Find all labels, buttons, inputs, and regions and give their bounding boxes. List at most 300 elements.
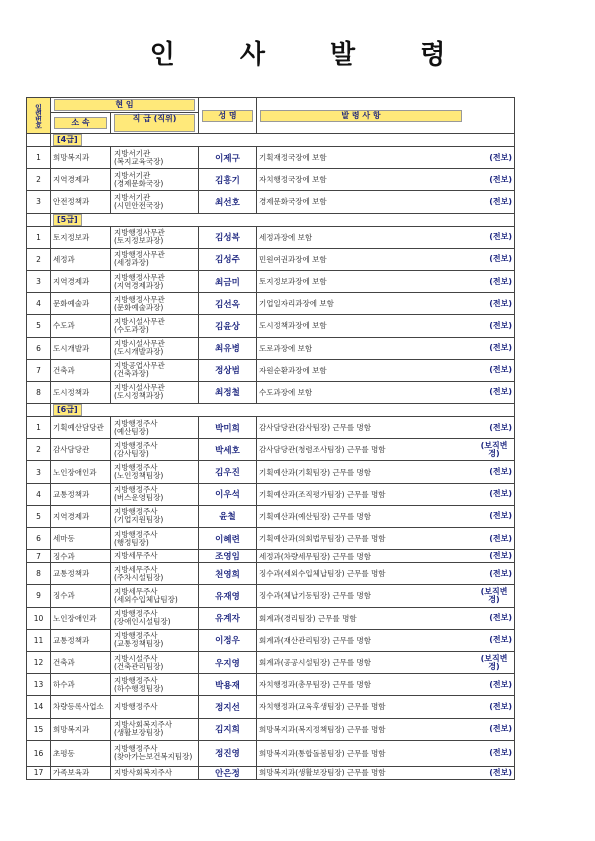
- employee-name: 유계자: [199, 607, 257, 629]
- order-text: 토지정보과장에 보함: [259, 277, 327, 287]
- position: (감사팀장): [114, 448, 149, 458]
- serial-number: 15: [27, 718, 51, 740]
- position: (행정팀장): [114, 537, 149, 547]
- order-cell: [257, 337, 515, 359]
- rank-position: [111, 461, 199, 483]
- rank-position: [111, 147, 199, 169]
- status-badge: (전보): [489, 701, 512, 711]
- rank-position: [111, 226, 199, 248]
- status-badge: (전보): [489, 489, 512, 499]
- serial-number: 11: [27, 629, 51, 651]
- serial-number: 7: [27, 359, 51, 381]
- rank: 지방행정주사: [114, 744, 158, 754]
- table-row: [27, 439, 515, 461]
- table-row: [27, 417, 515, 439]
- serial-number: 10: [27, 607, 51, 629]
- order-text: 감사담당관(청렴조사팀장) 근무를 명함: [259, 445, 386, 455]
- employee-name: 천영희: [199, 563, 257, 585]
- order-text: 회계과(경리팀장) 근무를 명함: [259, 613, 357, 623]
- employee-name: 김성복: [199, 226, 257, 248]
- serial-number: 5: [27, 505, 51, 527]
- rank: 지방행정주사: [114, 609, 158, 619]
- status-badge: (보직변경): [480, 653, 508, 671]
- header-dept: 소 속: [51, 113, 111, 134]
- table-row: [27, 191, 515, 213]
- serial-number: 14: [27, 696, 51, 718]
- employee-name: 박세호: [199, 439, 257, 461]
- table-header: [27, 98, 515, 134]
- table-row: [27, 147, 515, 169]
- department: 문화예술과: [51, 293, 111, 315]
- position: (세외수입체납팀장): [114, 594, 178, 604]
- order-wrap: [259, 767, 512, 778]
- table-row: [27, 766, 515, 779]
- order-cell: [257, 270, 515, 292]
- status-badge: (전보): [489, 320, 512, 330]
- rank-position: [111, 505, 199, 527]
- order-cell: [257, 191, 515, 213]
- order-cell: [257, 629, 515, 651]
- rank: 지방행정주사: [114, 440, 158, 450]
- position: (생활보장팀장): [114, 728, 164, 738]
- status-badge: (전보): [489, 511, 512, 521]
- rank: 지방시설사무관: [114, 383, 165, 393]
- position: (교통정책팀장): [114, 639, 164, 649]
- document-title: 인 사 발 령: [149, 40, 474, 70]
- rank: 지방서기관: [114, 170, 151, 180]
- order-text: 희망복지과(생활보장팀장) 근무를 명함: [259, 768, 386, 778]
- position: (도시개발과장): [114, 347, 164, 357]
- position: (토지정보과장): [114, 236, 164, 246]
- serial-number: 16: [27, 740, 51, 766]
- section-row: [27, 134, 515, 147]
- serial-number: 8: [27, 381, 51, 403]
- header-serial-number: 일련번호: [27, 98, 51, 134]
- table-row: [27, 740, 515, 766]
- department: 희망복지과: [51, 147, 111, 169]
- department: 지역경제과: [51, 505, 111, 527]
- employee-name: 이혜련: [199, 528, 257, 550]
- position: (지역경제과장): [114, 280, 164, 290]
- table-row: [27, 381, 515, 403]
- department: 교통정책과: [51, 629, 111, 651]
- rank-position: [111, 439, 199, 461]
- order-text: 기획예산과(조직평가팀장) 근무를 명함: [259, 489, 386, 499]
- order-text: 감사담당관(감사팀장) 근무를 명함: [259, 423, 372, 433]
- rank-position: [111, 337, 199, 359]
- order-cell: [257, 169, 515, 191]
- department: 지역경제과: [51, 270, 111, 292]
- table-body: [27, 134, 515, 780]
- rank: 지방행정주사: [114, 507, 158, 517]
- section-label: [5급]: [53, 214, 82, 226]
- table-row: [27, 563, 515, 585]
- rank-position: [111, 740, 199, 766]
- rank: 지방행정주사: [114, 529, 158, 539]
- rank-position: [111, 718, 199, 740]
- order-wrap: [259, 254, 512, 265]
- header-name: 성 명: [199, 98, 257, 134]
- position: (예산팀장): [114, 426, 149, 436]
- rank-position: [111, 293, 199, 315]
- department: 건축과: [51, 359, 111, 381]
- order-wrap: [259, 724, 512, 735]
- order-wrap: [259, 748, 512, 759]
- position: (건축과장): [114, 369, 149, 379]
- employee-name: 최유병: [199, 337, 257, 359]
- rank: 지방시설사무관: [114, 339, 165, 349]
- order-wrap: [259, 276, 512, 287]
- table-row: [27, 585, 515, 607]
- order-cell: [257, 696, 515, 718]
- department: 도시개발과: [51, 337, 111, 359]
- employee-name: 윤철: [199, 505, 257, 527]
- employee-name: 정상범: [199, 359, 257, 381]
- order-cell: [257, 147, 515, 169]
- status-badge: (전보): [489, 635, 512, 645]
- order-text: 희망복지과(통합돌봄팀장) 근무를 명함: [259, 748, 386, 758]
- position: (수도과장): [114, 324, 149, 334]
- serial-number: 3: [27, 191, 51, 213]
- rank-position: [111, 674, 199, 696]
- rank: 지방행정주사: [114, 675, 158, 685]
- position: (버스운영팀장): [114, 493, 164, 503]
- rank: 지방행정주사: [114, 418, 158, 428]
- department: 기획예산담당관: [51, 417, 111, 439]
- order-cell: [257, 483, 515, 505]
- position: (노인정책팀장): [114, 471, 164, 481]
- employee-name: 박미희: [199, 417, 257, 439]
- order-text: 기획예산과(의회법무팀장) 근무를 명함: [259, 534, 386, 544]
- order-cell: [257, 359, 515, 381]
- rank-position: [111, 191, 199, 213]
- order-wrap: [259, 568, 512, 579]
- employee-name: 김우진: [199, 461, 257, 483]
- order-cell: [257, 740, 515, 766]
- order-text: 기획재정국장에 보함: [259, 153, 327, 163]
- serial-number: 12: [27, 651, 51, 673]
- rank: 지방세무주사: [114, 551, 158, 561]
- position: (하수행정팀장): [114, 683, 164, 693]
- order-wrap: [259, 679, 512, 690]
- status-badge: (전보): [489, 767, 512, 777]
- rank: 지방행정사무관: [114, 250, 165, 260]
- rank-position: [111, 696, 199, 718]
- table-row: [27, 696, 515, 718]
- table-row: [27, 270, 515, 292]
- status-badge: (전보): [489, 276, 512, 286]
- rank-position: [111, 483, 199, 505]
- order-wrap: [259, 365, 512, 376]
- employee-name: 안은정: [199, 766, 257, 779]
- rank: 지방공업사무관: [114, 361, 165, 371]
- rank: 지방시설사무관: [114, 316, 165, 326]
- status-badge: (전보): [489, 724, 512, 734]
- section-label-cell: [51, 213, 515, 226]
- table-row: [27, 505, 515, 527]
- order-cell: [257, 439, 515, 461]
- table-row: [27, 718, 515, 740]
- order-cell: [257, 461, 515, 483]
- department: 징수과: [51, 585, 111, 607]
- order-cell: [257, 293, 515, 315]
- employee-name: 김윤상: [199, 315, 257, 337]
- table-row: [27, 359, 515, 381]
- rank: 지방시설주사: [114, 653, 158, 663]
- department: 교통정책과: [51, 483, 111, 505]
- rank-position: [111, 315, 199, 337]
- status-badge: (전보): [489, 254, 512, 264]
- department: 지역경제과: [51, 169, 111, 191]
- header-rank: 직 급 (직위): [111, 113, 199, 134]
- employee-name: 이정우: [199, 629, 257, 651]
- status-badge: (전보): [489, 679, 512, 689]
- table-row: [27, 248, 515, 270]
- order-wrap: [259, 467, 512, 478]
- order-text: 자원순환과장에 보함: [259, 365, 327, 375]
- department: 감사담당관: [51, 439, 111, 461]
- rank-position: [111, 169, 199, 191]
- position: (건축관리팀장): [114, 661, 164, 671]
- rank: 지방행정사무관: [114, 228, 165, 238]
- order-cell: [257, 550, 515, 563]
- status-badge: (전보): [489, 387, 512, 397]
- rank: 지방세무주사: [114, 586, 158, 596]
- table-row: [27, 169, 515, 191]
- serial-number: 6: [27, 528, 51, 550]
- table-row: [27, 293, 515, 315]
- order-cell: [257, 417, 515, 439]
- department: 노인장애인과: [51, 607, 111, 629]
- position: (시민안전국장): [114, 200, 164, 210]
- order-cell: [257, 563, 515, 585]
- position: (경제문화국장): [114, 178, 164, 188]
- table-row: [27, 337, 515, 359]
- rank-position: [111, 766, 199, 779]
- section-row: [27, 213, 515, 226]
- department: 징수과: [51, 550, 111, 563]
- order-cell: [257, 505, 515, 527]
- order-wrap: [259, 635, 512, 646]
- employee-name: 김흥기: [199, 169, 257, 191]
- serial-number: 13: [27, 674, 51, 696]
- order-text: 도로과장에 보함: [259, 343, 313, 353]
- order-wrap: [259, 588, 512, 604]
- order-wrap: [259, 196, 512, 207]
- department: 하수과: [51, 674, 111, 696]
- rank-position: [111, 651, 199, 673]
- position: (장애인시설팀장): [114, 617, 171, 627]
- serial-number: 17: [27, 766, 51, 779]
- personnel-table: [26, 97, 515, 780]
- status-badge: (보직변경): [480, 440, 508, 458]
- serial-number: 1: [27, 417, 51, 439]
- rank-position: [111, 607, 199, 629]
- status-badge: (전보): [489, 232, 512, 242]
- section-label-cell: [51, 404, 515, 417]
- serial-number: 5: [27, 315, 51, 337]
- status-badge: (전보): [489, 365, 512, 375]
- status-badge: (전보): [489, 467, 512, 477]
- table-row: [27, 315, 515, 337]
- employee-name: 최선호: [199, 191, 257, 213]
- position: (세정과장): [114, 258, 149, 268]
- rank-position: [111, 359, 199, 381]
- rank: 지방행정주사: [114, 701, 158, 711]
- serial-number: 2: [27, 248, 51, 270]
- rank-position: [111, 563, 199, 585]
- status-badge: (전보): [489, 174, 512, 184]
- rank-position: [111, 270, 199, 292]
- rank: 지방사회복지주사: [114, 767, 172, 777]
- order-text: 회계과(공공시설팀장) 근무를 명함: [259, 658, 372, 668]
- order-wrap: [259, 343, 512, 354]
- header-order: 발 령 사 항: [257, 98, 515, 134]
- order-wrap: [259, 174, 512, 185]
- employee-name: 정진영: [199, 740, 257, 766]
- order-wrap: [259, 489, 512, 500]
- status-badge: (전보): [489, 568, 512, 578]
- section-label: [6급]: [53, 404, 82, 416]
- order-wrap: [259, 387, 512, 398]
- order-cell: [257, 607, 515, 629]
- section-label-cell: [51, 134, 515, 147]
- serial-number: 3: [27, 461, 51, 483]
- rank-position: [111, 381, 199, 403]
- status-badge: (보직변경): [480, 586, 508, 604]
- department: 수도과: [51, 315, 111, 337]
- order-cell: [257, 315, 515, 337]
- rank: 지방사회복지주사: [114, 720, 172, 730]
- status-badge: (전보): [489, 343, 512, 353]
- employee-name: 이제구: [199, 147, 257, 169]
- order-wrap: [259, 298, 512, 309]
- table-row: [27, 607, 515, 629]
- employee-name: 김선옥: [199, 293, 257, 315]
- table-row: [27, 550, 515, 563]
- status-badge: (전보): [489, 196, 512, 206]
- serial-number: 4: [27, 293, 51, 315]
- serial-number: 3: [27, 270, 51, 292]
- order-wrap: [259, 511, 512, 522]
- section-spacer: [27, 213, 51, 226]
- serial-number: 8: [27, 563, 51, 585]
- order-cell: [257, 226, 515, 248]
- section-spacer: [27, 404, 51, 417]
- rank-position: [111, 528, 199, 550]
- rank: 지방세무주사: [114, 564, 158, 574]
- department: 희망복지과: [51, 718, 111, 740]
- employee-name: 이우석: [199, 483, 257, 505]
- serial-number: 9: [27, 585, 51, 607]
- employee-name: 김지희: [199, 718, 257, 740]
- section-row: [27, 404, 515, 417]
- employee-name: 박용재: [199, 674, 257, 696]
- order-cell: [257, 528, 515, 550]
- order-text: 수도과장에 보함: [259, 387, 313, 397]
- rank-position: [111, 550, 199, 563]
- employee-name: 조영임: [199, 550, 257, 563]
- rank-position: [111, 248, 199, 270]
- department: 가족보육과: [51, 766, 111, 779]
- order-text: 도시정책과장에 보함: [259, 321, 327, 331]
- position: (찾아가는보건복지팀장): [114, 752, 193, 762]
- employee-name: 최정철: [199, 381, 257, 403]
- order-cell: [257, 718, 515, 740]
- table-row: [27, 461, 515, 483]
- table-row: [27, 528, 515, 550]
- order-text: 세정과장에 보함: [259, 232, 313, 242]
- department: 건축과: [51, 651, 111, 673]
- order-text: 기획예산과(예산팀장) 근무를 명함: [259, 511, 372, 521]
- order-wrap: [259, 232, 512, 243]
- table-row: [27, 226, 515, 248]
- rank: 지방행정주사: [114, 485, 158, 495]
- rank-position: [111, 629, 199, 651]
- order-wrap: [259, 533, 512, 544]
- order-wrap: [259, 701, 512, 712]
- department: 토지정보과: [51, 226, 111, 248]
- status-badge: (전보): [489, 152, 512, 162]
- order-wrap: [259, 422, 512, 433]
- order-cell: [257, 766, 515, 779]
- order-text: 회계과(재산관리팀장) 근무를 명함: [259, 635, 372, 645]
- table-row: [27, 651, 515, 673]
- serial-number: 4: [27, 483, 51, 505]
- order-cell: [257, 651, 515, 673]
- employee-name: 우지영: [199, 651, 257, 673]
- position: (도시정책과장): [114, 391, 164, 401]
- order-wrap: [259, 655, 512, 671]
- employee-name: 최금미: [199, 270, 257, 292]
- order-text: 경제문화국장에 보함: [259, 197, 327, 207]
- status-badge: (전보): [489, 613, 512, 623]
- status-badge: (전보): [489, 422, 512, 432]
- order-wrap: [259, 442, 512, 458]
- table-row: [27, 674, 515, 696]
- order-wrap: [259, 613, 512, 624]
- serial-number: 1: [27, 226, 51, 248]
- order-text: 자치행정과(총무팀장) 근무를 명함: [259, 680, 372, 690]
- table-row: [27, 483, 515, 505]
- rank: 지방행정사무관: [114, 294, 165, 304]
- department: 도시정책과: [51, 381, 111, 403]
- order-cell: [257, 248, 515, 270]
- order-text: 세정과(차량세무팀장) 근무를 명함: [259, 551, 372, 561]
- department: 세정과: [51, 248, 111, 270]
- department: 교통정책과: [51, 563, 111, 585]
- department: 세마동: [51, 528, 111, 550]
- header-current-post: 현 임: [51, 98, 199, 113]
- status-badge: (전보): [489, 533, 512, 543]
- position: (주차시설팀장): [114, 572, 164, 582]
- order-cell: [257, 381, 515, 403]
- section-label: [4급]: [53, 134, 82, 146]
- order-wrap: [259, 152, 512, 163]
- order-text: 자치행정과(교육후생팀장) 근무를 명함: [259, 702, 386, 712]
- rank: 지방행정사무관: [114, 272, 165, 282]
- status-badge: (전보): [489, 748, 512, 758]
- rank: 지방행정주사: [114, 463, 158, 473]
- status-badge: (전보): [489, 551, 512, 561]
- section-spacer: [27, 134, 51, 147]
- department: 차량등록사업소: [51, 696, 111, 718]
- serial-number: 6: [27, 337, 51, 359]
- department: 안전정책과: [51, 191, 111, 213]
- order-text: 민원여권과장에 보함: [259, 254, 327, 264]
- order-text: 징수과(체납기동팀장) 근무를 명함: [259, 591, 372, 601]
- rank-position: [111, 417, 199, 439]
